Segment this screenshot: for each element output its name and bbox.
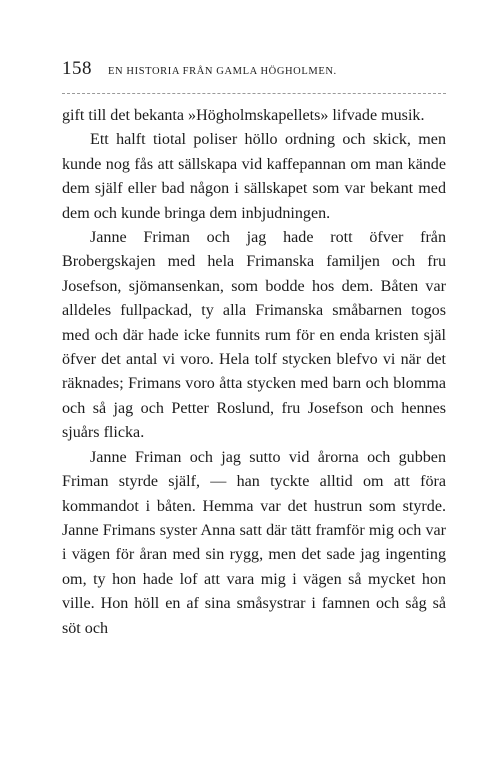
book-page <box>62 52 446 752</box>
paragraph: Janne Friman och jag sutto vid årorna och gubben Friman styrde själf, — han tyckte alltid om att föra kommandot i båten. Hemma var det hustrun som styrde. Janne Frimans syster Anna satt där tätt framför mig och var i vägen för åran med sin rygg, men det sade jag ingenting om, ty hon hade lof att vara mig i vägen så mycket hon ville. Hon höll en af sina småsystrar i famnen och såg så söt och <box>62 448 446 637</box>
running-head <box>62 58 446 82</box>
paragraph: Janne Friman och jag hade rott öfver från Brobergskajen med hela Frimanska familjen och fru Josefson, sjömansenkan, som bodde hos dem. Båten var alldeles fullpackad, ty alla Frimanska småbarnen togos med och där hade icke funnits rum för en enda kristen själ öfver det antal vi voro. Hela tolf stycken blefvo vi när det räknades; Frimans voro åtta stycken med barn och blomma och så jag och Petter Roslund, fru Josefson och hennes sjuårs flicka. <box>62 229 446 442</box>
header-divider <box>62 93 446 94</box>
paragraph-continued: gift till det bekanta »Högholmskapellets» lifvade musik. <box>62 107 425 124</box>
running-title: EN HISTORIA FRÅN GAMLA HÖGHOLMEN. <box>108 66 337 77</box>
body-text <box>62 104 446 641</box>
page-number: 158 <box>62 58 92 79</box>
paragraph: Ett halft tiotal poliser höllo ordning och skick, men kunde nog fås att sällskapa vid kaffepannan om man kände dem själf eller bad någon i sällskapet som var bekant med dem och kunde bringa dem inbjudningen. <box>62 131 446 222</box>
